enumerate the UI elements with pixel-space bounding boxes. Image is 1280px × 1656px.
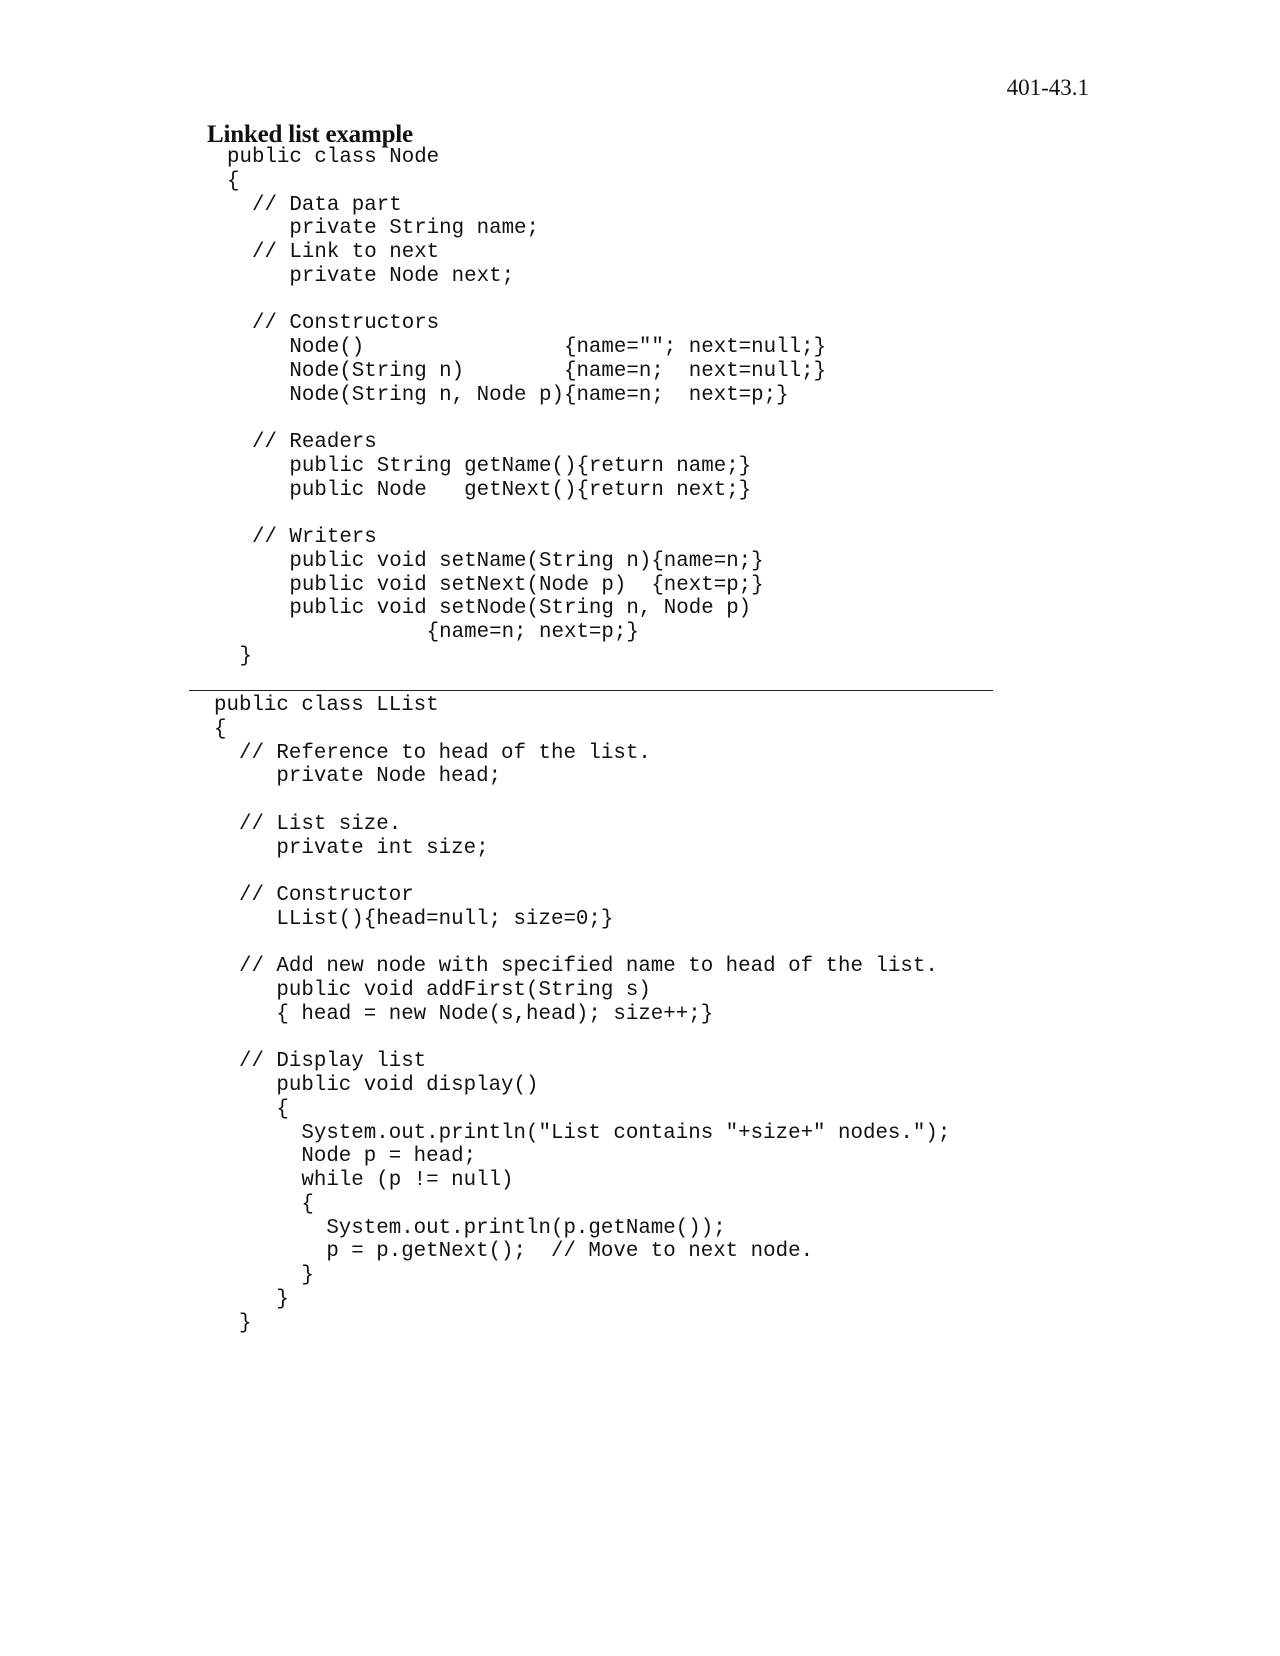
code-line: Node() {name=""; next=null;} (227, 336, 827, 359)
code-line: LList(){head=null; size=0;} (214, 907, 614, 931)
code-line: // Writers (227, 526, 377, 549)
code-line: } (227, 644, 252, 668)
code-line: // Readers (227, 431, 377, 454)
code-line: // Link to next (227, 241, 440, 264)
document-title: Linked list example (207, 121, 413, 148)
code-line: // Add new node with specified name to head of the list. (214, 955, 938, 979)
code-line: private Node next; (227, 264, 515, 288)
code-line: while (p != null) (214, 1169, 514, 1192)
code-line: { (214, 1097, 289, 1121)
code-line: public void setName(String n){name=n;} (227, 549, 764, 573)
code-line: // List size. (214, 812, 402, 836)
code-line: // Constructors (227, 312, 440, 336)
code-line: // Reference to head of the list. (214, 741, 651, 765)
code-line (227, 289, 826, 313)
code-line: public String getName(){return name;} (227, 454, 752, 478)
code-line: { head = new Node(s,head); size++;} (214, 1002, 714, 1026)
code-line: } (214, 1264, 314, 1287)
code-line: public void setNext(Node p) {next=p;} (227, 573, 764, 597)
code-line: { (227, 169, 240, 193)
code-line: private Node head; (214, 765, 502, 789)
code-line: public Node getNext(){return next;} (227, 478, 752, 502)
code-line: // Constructor (214, 884, 414, 907)
code-line: { (214, 717, 227, 741)
code-line: p = p.getNext(); // Move to next node. (214, 1240, 814, 1264)
code-line: } (214, 1311, 252, 1335)
code-line: Node p = head; (214, 1145, 477, 1169)
code-line: System.out.println(p.getName()); (214, 1216, 726, 1240)
code-line: } (214, 1287, 289, 1311)
code-line: {name=n; next=p;} (227, 621, 639, 644)
code-line: // Display list (214, 1050, 427, 1074)
code-line: private String name; (227, 217, 540, 241)
code-line: Node(String n) {name=n; next=null;} (227, 359, 827, 383)
llist-class-code-block (214, 694, 950, 1335)
code-line: public class Node (227, 146, 440, 169)
code-line (214, 1027, 950, 1051)
code-line: public class LList (214, 694, 439, 717)
node-class-code-block (227, 146, 826, 669)
code-line (214, 932, 950, 956)
code-line: System.out.println("List contains "+size+" nodes."); (214, 1121, 951, 1145)
code-line: // Data part (227, 193, 402, 217)
section-divider (189, 690, 993, 691)
code-line: { (214, 1192, 314, 1216)
code-line: private int size; (214, 836, 489, 860)
code-line: public void display() (214, 1074, 539, 1097)
page-number: 401-43.1 (1006, 75, 1089, 100)
code-line: public void addFirst(String s) (214, 979, 651, 1002)
code-line (227, 407, 826, 431)
code-line: Node(String n, Node p){name=n; next=p;} (227, 383, 789, 407)
code-line (214, 789, 950, 813)
code-line: public void setNode(String n, Node p) (227, 597, 752, 621)
code-line (227, 502, 826, 526)
code-line (214, 860, 950, 884)
